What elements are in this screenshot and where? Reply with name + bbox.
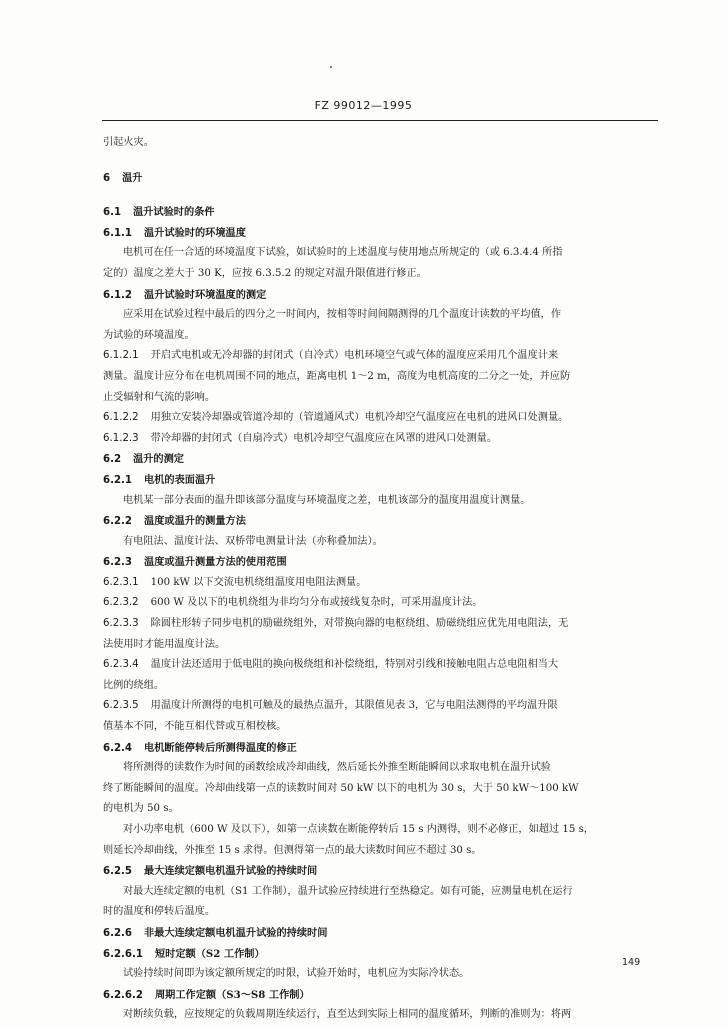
- line-text: 温升试验时环境温度的测定: [144, 288, 267, 301]
- line-text: 将所测得的读数作为时间的函数绘成冷却曲线，然后延长外推至断能瞬间以求取电机在温升试验: [123, 762, 551, 774]
- line-text: 电机可在任一合适的环境温度下试验，如试验时的上述温度与使用地点所规定的（或 6.3.4.4 所指: [123, 247, 563, 259]
- line-text: 用独立安装冷却器或管道冷却的（管道通风式）电机冷却空气温度应在电机的进风口处测量。: [150, 412, 569, 424]
- clause-number: 6.2: [103, 454, 122, 466]
- line-text: 的电机为 50 s。: [103, 803, 179, 815]
- clause-line: [103, 429, 658, 450]
- line-text: 值基本不同，不能互相代替或互相校核。: [103, 721, 287, 733]
- clause-number: 6.2.6.1: [103, 948, 143, 960]
- clause-number: 6.2.3.3: [103, 618, 139, 630]
- line-text: 试验持续时间即为该定额所规定的时限，试验开始时，电机应为实际冷状态。: [123, 968, 470, 980]
- line-text: 周期工作定额（S3～S8 工作制）: [154, 988, 310, 1001]
- body-text: [103, 133, 658, 1026]
- clause-number: 6.2.3.1: [103, 576, 139, 588]
- line-text: 非最大连续定额电机温升试验的持续时间: [144, 926, 328, 939]
- clause-line: [103, 944, 658, 965]
- text-line: [103, 676, 658, 697]
- clause-line: [103, 614, 658, 635]
- line-text: 电机断能停转后所测得温度的修正: [144, 741, 297, 754]
- clause-number: 6.1.2.3: [103, 432, 139, 444]
- text-line: [103, 243, 658, 264]
- line-text: 温升: [122, 171, 143, 184]
- line-text: 电机某一部分表面的温升即该部分温度与环境温度之差，电机该部分的温度用温度计测量。: [123, 494, 531, 506]
- text-line: [103, 388, 658, 409]
- clause-line: [103, 573, 658, 594]
- line-text: 开启式电机或无冷却器的封闭式（自冷式）电机环境空气或气体的温度应采用几个温度计来: [150, 350, 559, 362]
- scan-speck: [330, 66, 332, 68]
- standard-code-header: FZ 99012—1995: [314, 99, 413, 112]
- line-text: 引起火灾。: [103, 137, 154, 148]
- text-line: [103, 820, 658, 841]
- text-line: [103, 799, 658, 820]
- clause-number: 6.2.4: [103, 742, 133, 754]
- line-text: 短时定额（S2 工作制）: [154, 947, 265, 960]
- text-line: [103, 532, 658, 553]
- clause-line: [103, 223, 658, 244]
- clause-line: [103, 552, 658, 573]
- clause-number: 6.2.3.4: [103, 659, 139, 671]
- text-line: [103, 326, 658, 347]
- clause-number: 6.2.3.5: [103, 700, 139, 712]
- line-text: 600 W 及以下的电机绕组为非均匀分布或接线复杂时，可采用温度计法。: [150, 597, 483, 609]
- line-text: 温度或温升测量方法的使用范围: [144, 556, 287, 569]
- line-text: 温度或温升的测量方法: [144, 515, 246, 528]
- line-text: 定的）温度之差大于 30 K，应按 6.3.5.2 的规定对温升限值进行修正。: [103, 267, 427, 279]
- line-text: 终了断能瞬间的温度。冷却曲线第一点的读数时间对 50 kW 以下的电机为 30 s，大于 50 kW～100 kW: [103, 782, 579, 794]
- text-line: [103, 367, 658, 388]
- clause-number: 6.2.1: [103, 474, 133, 486]
- text-line: [103, 264, 658, 285]
- line-text: 温度计法还适用于低电阻的换向极绕组和补偿绕组，特别对引线和接触电阻占总电阻相当大: [150, 659, 559, 671]
- clause-number: 6.1: [103, 207, 122, 219]
- line-text: 测量。温度计应分布在电机周围不同的地点，距离电机 1～2 m，高度为电机高度的二分之一处，并应防: [103, 370, 571, 382]
- clause-number: 6.1.2.2: [103, 412, 139, 424]
- line-text: 最大连续定额电机温升试验的持续时间: [144, 865, 318, 878]
- clause-line: [103, 511, 658, 532]
- line-text: 温升的测定: [133, 453, 184, 466]
- clause-line: [103, 655, 658, 676]
- clause-line: [103, 985, 658, 1006]
- text-line: [103, 882, 658, 903]
- text-line: [103, 491, 658, 512]
- clause-number: 6: [103, 172, 111, 184]
- line-text: 时的温度和停转后温度。: [103, 906, 216, 918]
- clause-line: [103, 593, 658, 614]
- clause-line: [103, 738, 658, 759]
- line-text: 止受辐射和气流的影响。: [103, 391, 216, 403]
- text-line: [103, 305, 658, 326]
- text-line: [103, 635, 658, 656]
- line-text: 对最大连续定额的电机（S1 工作制），温升试验应持续进行至热稳定。如有可能，应测量电机在运行: [123, 885, 573, 897]
- line-text: 100 kW 以下交流电机绕组温度用电阻法测量。: [150, 576, 367, 588]
- header-rule: [102, 120, 658, 121]
- text-line: [103, 133, 658, 154]
- clause-number: 6.2.6.2: [103, 989, 143, 1001]
- clause-number: 6.1.1: [103, 227, 133, 239]
- clause-line: [103, 202, 658, 223]
- paragraph-gap: [103, 154, 658, 168]
- clause-line: [103, 408, 658, 429]
- clause-line: [103, 923, 658, 944]
- paragraph-gap: [103, 188, 658, 202]
- line-text: 除圆柱形转子同步电机的励磁绕组外，对带换向器的电枢绕组、励磁绕组应优先用电阻法，无: [150, 618, 569, 630]
- text-line: [103, 758, 658, 779]
- clause-line: [103, 168, 658, 189]
- clause-number: 6.1.2: [103, 289, 133, 301]
- clause-line: [103, 861, 658, 882]
- clause-line: [103, 696, 658, 717]
- clause-line: [103, 470, 658, 491]
- clause-number: 6.2.3: [103, 557, 133, 569]
- line-text: 带冷却器的封闭式（自扇冷式）电机冷却空气温度应在风罩的进风口处测量。: [150, 432, 498, 444]
- text-line: [103, 841, 658, 862]
- line-text: 电机的表面温升: [144, 473, 216, 486]
- clause-number: 6.2.5: [103, 866, 133, 878]
- clause-number: 6.2.3.2: [103, 597, 139, 609]
- line-text: 应采用在试验过程中最后的四分之一时间内，按相等时间间隔测得的几个温度计读数的平均值，作: [123, 309, 562, 321]
- text-line: [103, 1005, 658, 1026]
- line-text: 有电阻法、温度计法、双桥带电测量计法（亦称叠加法）。: [123, 535, 383, 547]
- clause-number: 6.1.2.1: [103, 350, 139, 362]
- page-number: 149: [622, 957, 641, 968]
- line-text: 则延长冷却曲线，外推至 15 s 求得。但测得第一点的最大读数时间应不超过 30 s。: [103, 844, 482, 856]
- text-line: [103, 964, 658, 985]
- clause-number: 6.2.6: [103, 927, 133, 939]
- line-text: 对断续负载，应按规定的负载周期连续运行，直至达到实际上相同的温度循环，判断的准则为：将两: [123, 1009, 572, 1021]
- clause-number: 6.2.2: [103, 516, 133, 528]
- clause-line: [103, 346, 658, 367]
- clause-line: [103, 285, 658, 306]
- line-text: 温升试验时的条件: [133, 206, 215, 219]
- line-text: 用温度计所测得的电机可触及的最热点温升，其限值见表 3，它与电阻法测得的平均温升限: [150, 700, 558, 712]
- clause-line: [103, 449, 658, 470]
- text-line: [103, 717, 658, 738]
- line-text: 为试验的环境温度。: [103, 329, 195, 341]
- line-text: 温升试验时的环境温度: [144, 226, 246, 239]
- text-line: [103, 779, 658, 800]
- text-line: [103, 902, 658, 923]
- line-text: 法使用时才能用温度计法。: [103, 638, 226, 650]
- line-text: 对小功率电机（600 W 及以下），如第一点读数在断能停转后 15 s 内测得，则不必修正，如超过 15 s，: [123, 824, 594, 835]
- line-text: 比例的绕组。: [103, 679, 165, 691]
